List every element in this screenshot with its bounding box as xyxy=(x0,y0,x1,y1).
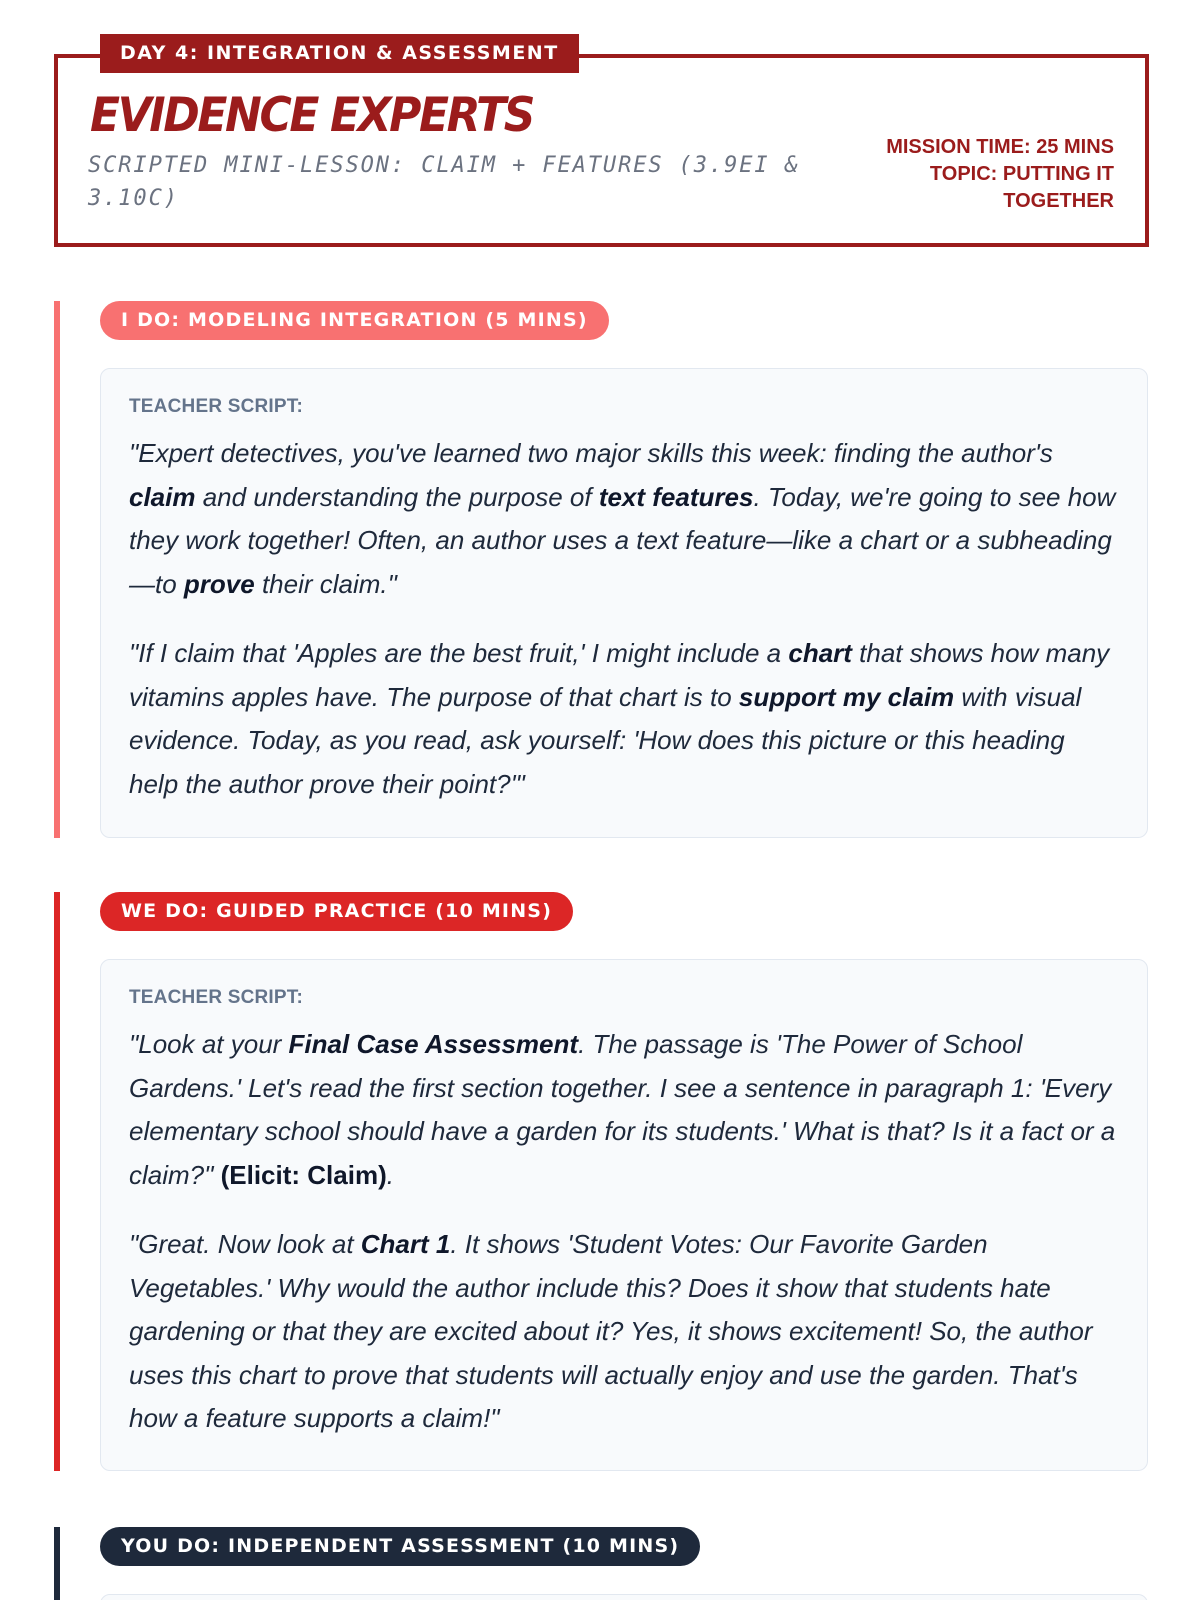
script-emphasis: Chart 1 xyxy=(360,1229,451,1259)
script-emphasis: support my claim xyxy=(738,681,955,712)
mission-topic: TOPIC: PUTTING IT TOGETHER xyxy=(929,163,1114,212)
script-text: "Look at your xyxy=(129,1029,289,1059)
teacher-script-card xyxy=(100,368,1148,838)
section-accent-bar xyxy=(54,1527,60,1600)
section-heading-you-do: YOU DO: INDEPENDENT ASSESSMENT (10 MINS) xyxy=(100,1527,700,1566)
script-text: and understanding the purpose of xyxy=(195,481,599,512)
script-emphasis: chart xyxy=(788,638,852,668)
script-label: TEACHER SCRIPT: xyxy=(129,396,304,417)
section-accent-bar xyxy=(54,301,60,838)
assessment-card xyxy=(100,1594,1148,1600)
teacher-script-card xyxy=(100,959,1148,1471)
script-text: "Expert detectives, you've learned two major skills this week: finding the author's xyxy=(129,438,1053,468)
script-text: . It shows 'Student Votes: Our Favorite Garden Vegetables.' Why would the author include this? Does it show that students hate gardening or that they are excited about it? Yes, it shows excitement! So, the author uses this chart to prove that students will actually enjoy and use the garden. That's how a feature supports a claim!" xyxy=(129,1229,1093,1433)
section-i-do xyxy=(0,301,1200,838)
script-text: . xyxy=(386,1159,394,1190)
section-you-do xyxy=(0,1527,1200,1600)
script-label: TEACHER SCRIPT: xyxy=(129,987,304,1008)
script-emphasis: prove xyxy=(183,568,255,599)
day-tag: DAY 4: INTEGRATION & ASSESSMENT xyxy=(100,34,579,73)
script-emphasis: Final Case Assessment xyxy=(288,1029,579,1059)
script-paragraph xyxy=(129,432,1119,606)
mission-time: MISSION TIME: 25 MINS xyxy=(886,136,1114,158)
script-emphasis: claim xyxy=(129,481,196,512)
script-paragraph xyxy=(129,632,1119,806)
script-text: that shows how many vitamins apples have. The purpose of that chart is to xyxy=(129,638,1110,712)
page-title: EVIDENCE EXPERTS xyxy=(90,88,534,144)
section-we-do xyxy=(0,892,1200,1471)
script-text: "Great. Now look at xyxy=(129,1229,361,1259)
section-heading-we-do: WE DO: GUIDED PRACTICE (10 MINS) xyxy=(100,892,573,931)
section-heading-i-do: I DO: MODELING INTEGRATION (5 MINS) xyxy=(100,301,609,340)
script-paragraph xyxy=(129,1223,1119,1441)
script-text: their claim." xyxy=(254,568,397,599)
script-text: with visual evidence. Today, as you read, ask yourself: 'How does this picture or this heading help the author prove their point?'" xyxy=(129,681,1082,799)
mission-info xyxy=(834,134,1114,215)
script-text: "If I claim that 'Apples are the best fruit,' I might include a xyxy=(129,638,789,668)
elicit-note: (Elicit: Claim) xyxy=(220,1159,387,1190)
script-emphasis: text features xyxy=(598,481,754,512)
script-text: . The passage is 'The Power of School Gardens.' Let's read the first section together. I see a sentence in paragraph 1: 'Every elementary school should have a garden for its students.' What is that? Is it a fact or a claim?" xyxy=(129,1029,1116,1190)
section-accent-bar xyxy=(54,892,60,1471)
page-subtitle: SCRIPTED MINI-LESSON: CLAIM + FEATURES (3.9EI & 3.10C) xyxy=(88,153,800,211)
script-paragraph xyxy=(129,1023,1119,1197)
script-text: . Today, we're going to see how they work together! Often, an author uses a text feature—like a chart or a subheading—to xyxy=(129,481,1116,599)
